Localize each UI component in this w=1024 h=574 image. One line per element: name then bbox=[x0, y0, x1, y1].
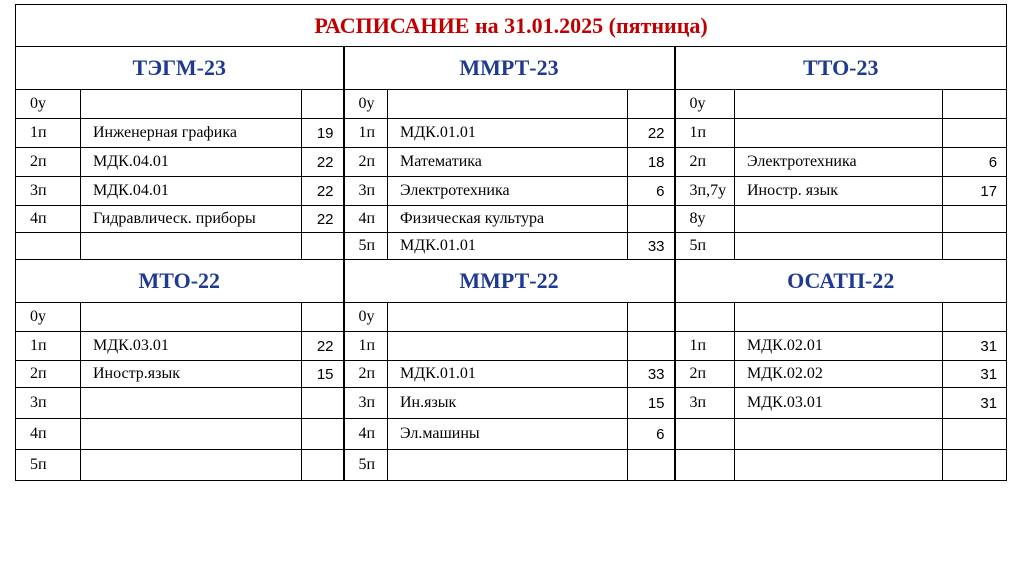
lesson-number bbox=[675, 450, 735, 481]
room-number bbox=[628, 90, 675, 119]
table-row bbox=[16, 177, 1007, 206]
room-number: 31 bbox=[943, 332, 1007, 361]
subject-name: МДК.01.01 bbox=[388, 361, 628, 388]
room-number: 17 bbox=[943, 177, 1007, 206]
lesson-number: 8у bbox=[675, 206, 735, 233]
lesson-number: 0у bbox=[675, 90, 735, 119]
room-number: 15 bbox=[302, 361, 344, 388]
subject-name bbox=[735, 450, 943, 481]
group-header-bottom-0: МТО-22 bbox=[16, 260, 344, 303]
room-number bbox=[302, 450, 344, 481]
room-number: 31 bbox=[943, 388, 1007, 419]
table-row bbox=[16, 361, 1007, 388]
lesson-number bbox=[675, 419, 735, 450]
room-number: 22 bbox=[302, 332, 344, 361]
table-row bbox=[16, 450, 1007, 481]
room-number: 6 bbox=[628, 419, 675, 450]
room-number bbox=[943, 303, 1007, 332]
group-header-bottom-1: ММРТ-22 bbox=[344, 260, 675, 303]
subject-name bbox=[388, 303, 628, 332]
room-number bbox=[943, 90, 1007, 119]
lesson-number: 4п bbox=[344, 419, 388, 450]
room-number bbox=[302, 233, 344, 260]
subject-name bbox=[735, 90, 943, 119]
room-number: 22 bbox=[302, 148, 344, 177]
subject-name: Эл.машины bbox=[388, 419, 628, 450]
lesson-number: 1п bbox=[16, 119, 81, 148]
lesson-number: 0у bbox=[344, 90, 388, 119]
schedule-table bbox=[15, 4, 1007, 481]
subject-name bbox=[735, 119, 943, 148]
room-number bbox=[628, 303, 675, 332]
group-header-top-1: ММРТ-23 bbox=[344, 47, 675, 90]
subject-name: МДК.02.01 bbox=[735, 332, 943, 361]
table-row bbox=[16, 332, 1007, 361]
lesson-number: 3п bbox=[16, 177, 81, 206]
table-row bbox=[16, 388, 1007, 419]
subject-name: МДК.02.02 bbox=[735, 361, 943, 388]
lesson-number: 5п bbox=[16, 450, 81, 481]
table-row bbox=[16, 119, 1007, 148]
lesson-number: 2п bbox=[16, 148, 81, 177]
subject-name bbox=[81, 233, 302, 260]
subject-name: Инженерная графика bbox=[81, 119, 302, 148]
subject-name: Иностр.язык bbox=[81, 361, 302, 388]
room-number: 6 bbox=[943, 148, 1007, 177]
table-row bbox=[16, 148, 1007, 177]
room-number bbox=[628, 206, 675, 233]
subject-name bbox=[735, 206, 943, 233]
room-number bbox=[628, 332, 675, 361]
page-title: РАСПИСАНИЕ на 31.01.2025 (пятница) bbox=[16, 5, 1007, 47]
room-number bbox=[943, 450, 1007, 481]
lesson-number: 2п bbox=[16, 361, 81, 388]
table-row bbox=[16, 419, 1007, 450]
room-number bbox=[302, 90, 344, 119]
subject-name bbox=[81, 419, 302, 450]
subject-name: МДК.01.01 bbox=[388, 233, 628, 260]
lesson-number: 1п bbox=[675, 332, 735, 361]
subject-name: Физическая культура bbox=[388, 206, 628, 233]
subject-name bbox=[81, 450, 302, 481]
room-number: 15 bbox=[628, 388, 675, 419]
subject-name: МДК.04.01 bbox=[81, 177, 302, 206]
group-header-bottom-2: ОСАТП-22 bbox=[675, 260, 1007, 303]
room-number bbox=[302, 419, 344, 450]
room-number bbox=[628, 450, 675, 481]
lesson-number: 2п bbox=[344, 361, 388, 388]
lesson-number: 3п bbox=[344, 388, 388, 419]
room-number: 22 bbox=[302, 177, 344, 206]
room-number: 6 bbox=[628, 177, 675, 206]
room-number: 19 bbox=[302, 119, 344, 148]
subject-name: Математика bbox=[388, 148, 628, 177]
room-number: 22 bbox=[302, 206, 344, 233]
subject-name bbox=[735, 233, 943, 260]
lesson-number: 5п bbox=[344, 233, 388, 260]
table-row bbox=[16, 233, 1007, 260]
table-row bbox=[16, 90, 1007, 119]
subject-name: Иностр. язык bbox=[735, 177, 943, 206]
table-row bbox=[16, 303, 1007, 332]
subject-name bbox=[81, 388, 302, 419]
room-number: 31 bbox=[943, 361, 1007, 388]
subject-name bbox=[388, 450, 628, 481]
lesson-number bbox=[16, 233, 81, 260]
table-row bbox=[16, 206, 1007, 233]
lesson-number: 1п bbox=[16, 332, 81, 361]
room-number: 33 bbox=[628, 233, 675, 260]
lesson-number: 3п bbox=[675, 388, 735, 419]
lesson-number: 3п,7у bbox=[675, 177, 735, 206]
room-number bbox=[943, 119, 1007, 148]
lesson-number: 0у bbox=[16, 303, 81, 332]
lesson-number: 1п bbox=[344, 332, 388, 361]
room-number bbox=[943, 419, 1007, 450]
lesson-number: 3п bbox=[16, 388, 81, 419]
lesson-number: 1п bbox=[675, 119, 735, 148]
group-header-top-2: ТТО-23 bbox=[675, 47, 1007, 90]
lesson-number: 0у bbox=[16, 90, 81, 119]
subject-name: Гидравлическ. приборы bbox=[81, 206, 302, 233]
lesson-number: 4п bbox=[16, 419, 81, 450]
lesson-number: 0у bbox=[344, 303, 388, 332]
subject-name bbox=[735, 419, 943, 450]
lesson-number: 2п bbox=[344, 148, 388, 177]
subject-name: МДК.03.01 bbox=[735, 388, 943, 419]
lesson-number: 1п bbox=[344, 119, 388, 148]
room-number: 33 bbox=[628, 361, 675, 388]
subject-name bbox=[735, 303, 943, 332]
room-number bbox=[943, 233, 1007, 260]
subject-name: МДК.03.01 bbox=[81, 332, 302, 361]
subject-name: МДК.01.01 bbox=[388, 119, 628, 148]
lesson-number: 4п bbox=[344, 206, 388, 233]
lesson-number: 4п bbox=[16, 206, 81, 233]
lesson-number: 5п bbox=[675, 233, 735, 260]
subject-name bbox=[388, 332, 628, 361]
room-number bbox=[302, 303, 344, 332]
subject-name: Ин.язык bbox=[388, 388, 628, 419]
lesson-number: 5п bbox=[344, 450, 388, 481]
subject-name: Электротехника bbox=[735, 148, 943, 177]
subject-name: МДК.04.01 bbox=[81, 148, 302, 177]
lesson-number: 2п bbox=[675, 148, 735, 177]
group-header-top-0: ТЭГМ-23 bbox=[16, 47, 344, 90]
room-number: 18 bbox=[628, 148, 675, 177]
subject-name bbox=[81, 303, 302, 332]
subject-name bbox=[81, 90, 302, 119]
room-number bbox=[943, 206, 1007, 233]
subject-name bbox=[388, 90, 628, 119]
room-number bbox=[302, 388, 344, 419]
lesson-number bbox=[675, 303, 735, 332]
lesson-number: 2п bbox=[675, 361, 735, 388]
lesson-number: 3п bbox=[344, 177, 388, 206]
room-number: 22 bbox=[628, 119, 675, 148]
subject-name: Электротехника bbox=[388, 177, 628, 206]
